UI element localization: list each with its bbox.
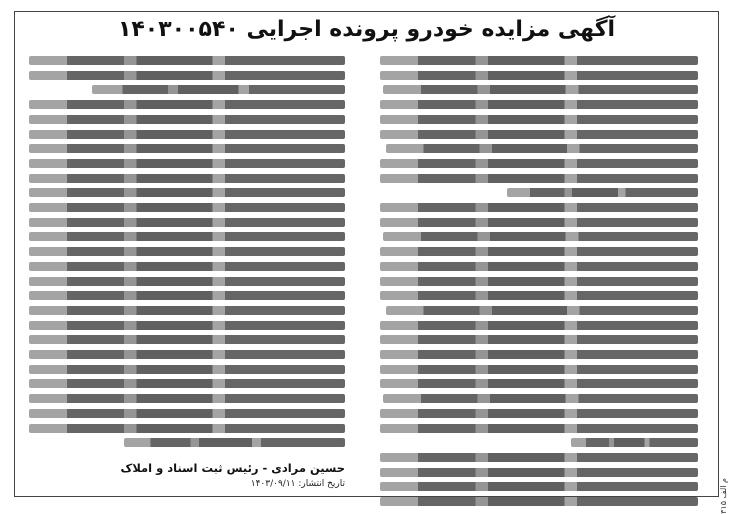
text-line [29,350,345,359]
text-line [124,438,345,447]
text-line [380,350,698,359]
text-line [383,85,698,94]
text-line [29,277,345,286]
text-line [571,438,698,447]
text-line [29,188,345,197]
text-line [380,482,698,491]
text-line [380,247,698,256]
text-line [380,497,698,506]
text-line [380,453,698,462]
text-line [507,188,698,197]
text-line [29,291,345,300]
signature-name: حسین مرادی - رئیس ثبت اسناد و املاک [120,460,345,475]
text-line [383,232,698,241]
text-line [29,262,345,271]
text-line [380,174,698,183]
text-line [29,321,345,330]
notice-frame [14,11,728,514]
text-line [29,174,345,183]
text-line [386,144,698,153]
text-line [29,130,345,139]
text-line [380,335,698,344]
text-line [380,424,698,433]
text-line [380,218,698,227]
text-line [380,291,698,300]
text-line [29,394,345,403]
text-line [380,321,698,330]
text-line [29,71,345,80]
text-line [380,277,698,286]
text-line [29,365,345,374]
text-line [380,100,698,109]
text-line [380,379,698,388]
text-line [383,394,698,403]
text-line [29,56,345,65]
text-line [29,218,345,227]
text-line [29,409,345,418]
text-line [380,71,698,80]
text-line [380,159,698,168]
notice-title: آگهی مزایده خودرو پرونده اجرایی ۱۴۰۳۰۰۵۴۰ [117,17,616,42]
text-line [380,56,698,65]
text-line [29,159,345,168]
text-line [29,115,345,124]
text-line [92,85,345,94]
text-line [29,247,345,256]
text-line [380,365,698,374]
text-line [29,232,345,241]
text-line [29,379,345,388]
text-line [380,468,698,477]
text-line [29,100,345,109]
text-line [29,424,345,433]
side-note: م الف ۳۱۵ [719,478,728,514]
text-line [380,115,698,124]
text-line [380,130,698,139]
text-line [29,335,345,344]
text-line [29,203,345,212]
text-line [380,409,698,418]
text-line [386,306,698,315]
text-line [29,144,345,153]
signature-date: تاریخ انتشار: ۱۴۰۳/۰۹/۱۱ [250,478,345,489]
text-line [29,306,345,315]
text-line [380,203,698,212]
text-line [380,262,698,271]
